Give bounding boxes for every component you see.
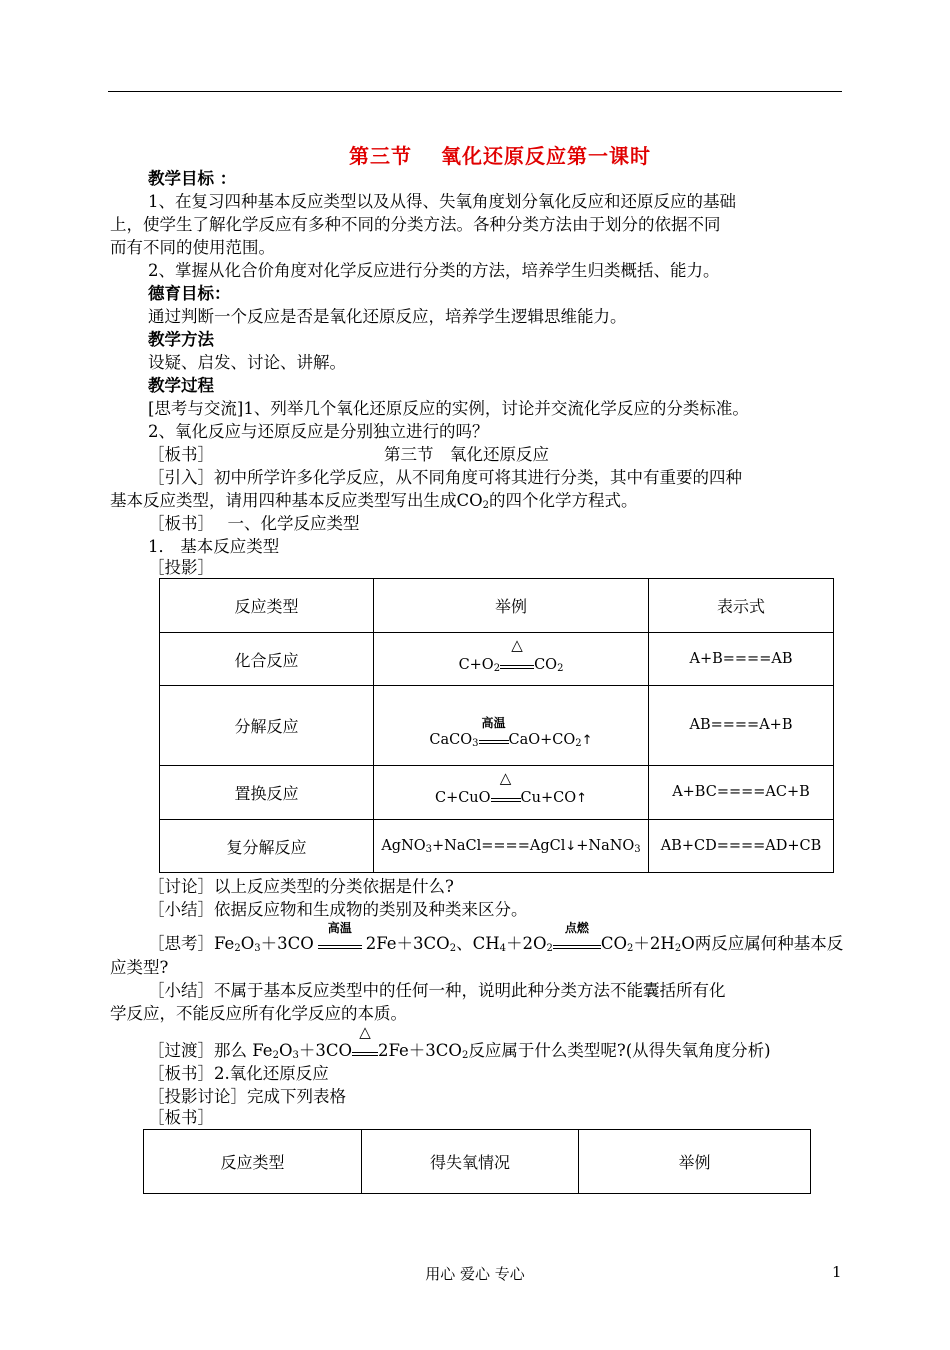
board-1 [148,444,549,466]
example-cell: C+CuO △ Cu+CO↑ [374,766,649,820]
board-4: ［板书］ [148,1108,214,1127]
summary-2-line1: ［小结］不属于基本反应类型中的任何一种，说明此种分类方法不能囊括所有化 [148,981,726,1000]
think-share-2: 2、氧化反应与还原反应是分别独立进行的吗？ [148,422,489,441]
reaction-type-cell: 置换反应 [160,766,374,820]
goals-label: 教学目标 ： [148,169,237,188]
think-share-1: [思考与交流]1、列举几个氧化还原反应的实例，讨论并交流化学反应的分类标准。 [148,399,749,418]
table-header-cell: 反应类型 [144,1130,362,1194]
reaction-type-cell: 复分解反应 [160,820,374,873]
high-temp-condition: 高温 [318,939,362,949]
table-header-cell: 表示式 [649,579,834,633]
table-header-row [144,1130,811,1194]
heat-condition: △ [491,792,521,802]
example-cell: AgNO$_3$+NaCl====AgCl↓+NaNO$_3$ [374,820,649,873]
board-1-text: 第三节 氧化还原反应 [384,445,549,464]
reaction-types-table [159,578,834,873]
table-row [160,686,834,766]
example-cell: CaCO$_3$ 高温 $CaO+CO_2↑$ [374,686,649,766]
goal1-line1: 1、在复习四种基本反应类型以及从得、失氧角度划分氧化反应和还原反应的基础 [148,192,736,211]
table-header-cell: 举例 [374,579,649,633]
heat-condition: △ [352,1046,378,1056]
table-header-row [160,579,834,633]
reaction-type-cell: 化合反应 [160,633,374,686]
moral-text: 通过判断一个反应是否是氧化还原反应，培养学生逻辑思维能力。 [148,307,627,326]
page-title: 第三节 氧化还原反应第一课时 [349,144,651,168]
formula-cell: AB====A+B [649,686,834,766]
method-text: 设疑、启发、讨论、讲解。 [148,353,346,372]
example-cell: $C+O_2$ △ $CO_2$ [374,633,649,686]
summary-2-line2: 学反应，不能反应所有化学反应的本质。 [110,1004,407,1023]
projection-discuss: ［投影讨论］完成下列表格 [148,1087,346,1106]
reaction-type-cell: 分解反应 [160,686,374,766]
board-2: ［板书］ 一、化学反应类型 [148,514,360,533]
transition: ［过渡］那么 $Fe_2O_3+3CO$ △ $2Fe+3CO_2$反应属于什么类型呢?(从得失氧角度分析) [148,1023,771,1061]
heat-condition: △ [500,659,534,669]
board-1-tag: ［板书］ [148,445,214,464]
table-row [160,633,834,686]
goal1-line2: 上，使学生了解化学反应有多种不同的分类方法。各种分类方法由于划分的依据不同 [110,215,721,234]
board-3: ［板书］2.氧化还原反应 [148,1064,329,1083]
ignite-condition: 点燃 [553,939,601,949]
goal1-line3: 而有不同的使用范围。 [110,238,275,257]
think-3-line1: ［思考$]Fe_2O_3+3CO$ 高温 $2Fe+3CO_2$、$CH_4+2O_2$ 点燃 $CO_2+2H_2O$两反应属何种基本反 [148,921,844,954]
footer-slogan: 用心 爱心 专心 [425,1265,525,1283]
redox-table [143,1129,811,1194]
projection-label: ［投影］ [148,558,214,577]
table-header-cell: 反应类型 [160,579,374,633]
formula-cell: AB+CD====AD+CB [649,820,834,873]
table-header-cell: 举例 [579,1130,811,1194]
method-label: 教学方法 [148,330,214,349]
intro-line1: ［引入］初中所学许多化学反应，从不同角度可将其进行分类，其中有重要的四种 [148,468,742,487]
basic-types-heading: 1． 基本反应类型 [148,537,280,556]
page-number: 1 [832,1263,842,1281]
intro-line2: 基本反应类型，请用四种基本反应类型写出生成$CO_2$的四个化学方程式。 [110,491,638,511]
goal2: 2、掌握从化合价角度对化学反应进行分类的方法，培养学生归类概括、能力。 [148,261,720,280]
formula-cell: A+B====AB [649,633,834,686]
high-temp-condition: 高温 [479,734,509,744]
header-rule [108,91,842,92]
think-3-line2: 应类型? [110,958,169,977]
moral-label: 德育目标： [148,284,231,303]
summary-1: ［小结］依据反应物和生成物的类别及种类来区分。 [148,900,528,919]
table-row [160,820,834,873]
discuss: ［讨论］以上反应类型的分类依据是什么? [148,877,454,896]
table-header-cell: 得失氧情况 [362,1130,579,1194]
process-label: 教学过程 [148,376,214,395]
table-row [160,766,834,820]
formula-cell: A+BC====AC+B [649,766,834,820]
